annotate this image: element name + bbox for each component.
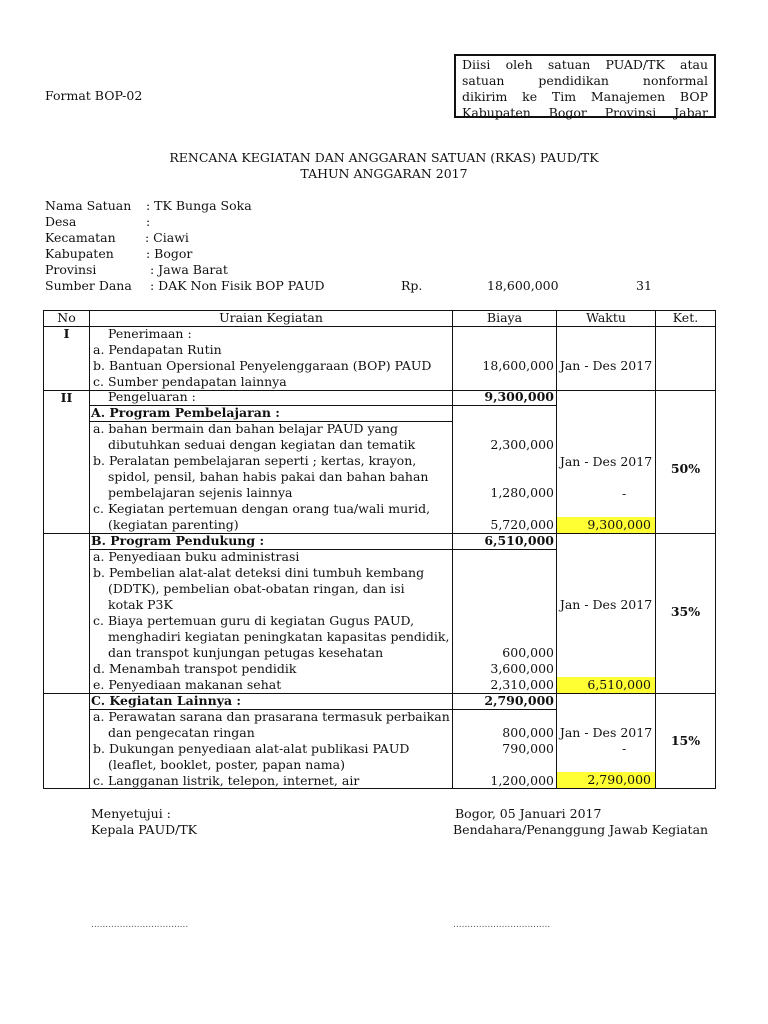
- rp-label: Rp.: [401, 278, 423, 293]
- list-item: menghadiri kegiatan peningkatan kapasitas pendidik,: [108, 629, 450, 644]
- list-item: a. bahan bermain dan bahan belajar PAUD yang: [93, 421, 399, 436]
- col-header-no: No: [57, 310, 76, 325]
- biaya-value: 1,200,000: [490, 773, 554, 788]
- list-item: c. Kegiatan pertemuan dengan orang tua/wali murid,: [93, 501, 431, 516]
- notice-line: dikirim ke Tim Manajemen BOP: [462, 89, 708, 104]
- doc-title: RENCANA KEGIATAN DAN ANGGARAN SATUAN (RKAS) PAUD/TK: [169, 150, 599, 165]
- notice-line: Kabupaten Bogor Provinsi Jabar: [462, 105, 708, 120]
- section-title-b: B. Program Pendukung :: [91, 533, 265, 548]
- list-item: b. Bantuan Opersional Penyelenggaraan (BOP) PAUD: [93, 358, 432, 373]
- list-item: spidol, pensil, bahan habis pakai dan bahan bahan: [108, 469, 429, 484]
- table-col-divider: [655, 310, 656, 788]
- nama-value: : TK Bunga Soka: [146, 198, 252, 213]
- list-item: Pengeluaran :: [108, 389, 196, 404]
- notice-box: [454, 54, 716, 118]
- kecamatan-value: : Ciawi: [145, 230, 189, 245]
- desa-label: Desa: [45, 214, 77, 229]
- table-col-divider: [556, 310, 557, 788]
- ket-percent: 50%: [670, 461, 701, 476]
- sumber-label: Sumber Dana: [45, 278, 132, 293]
- notice-line: Diisi oleh satuan PUAD/TK atau: [462, 57, 708, 72]
- biaya-value: 1,280,000: [490, 485, 554, 500]
- list-item: c. Langganan listrik, telepon, internet, air: [93, 773, 360, 788]
- nama-label: Nama Satuan: [45, 198, 132, 213]
- list-item: b. Peralatan pembelajaran seperti ; kertas, krayon,: [93, 453, 417, 468]
- list-item: kotak P3K: [108, 597, 173, 612]
- sum-value: 9,300,000: [587, 517, 651, 532]
- biaya-total: 9,300,000: [484, 389, 554, 404]
- col-header-waktu: Waktu: [586, 310, 626, 325]
- waktu-value: Jan - Des 2017: [559, 358, 653, 373]
- list-item: dan pengecatan ringan: [108, 725, 255, 740]
- section-title-c: C. Kegiatan Lainnya :: [91, 693, 242, 708]
- list-item: pembelajaran sejenis lainnya: [108, 485, 293, 500]
- footer-date: Bogor, 05 Januari 2017: [455, 806, 602, 821]
- desa-value: :: [146, 214, 151, 229]
- ket-percent: 15%: [670, 733, 701, 748]
- waktu-value: Jan - Des 2017: [559, 725, 653, 740]
- list-item: a. Pendapatan Rutin: [93, 342, 222, 357]
- provinsi-label: Provinsi: [45, 262, 97, 277]
- footer-approve-label: Menyetujui :: [91, 806, 171, 821]
- waktu-dash: -: [622, 486, 627, 501]
- list-item: a. Penyediaan buku administrasi: [93, 549, 300, 564]
- biaya-value: 2,310,000: [490, 677, 554, 692]
- sum-value: 6,510,000: [587, 677, 651, 692]
- kecamatan-label: Kecamatan: [45, 230, 116, 245]
- sumber-value: : DAK Non Fisik BOP PAUD: [150, 278, 325, 293]
- table-border-left: [43, 310, 44, 788]
- list-item: (kegiatan parenting): [108, 517, 239, 532]
- ket-percent: 35%: [670, 604, 701, 619]
- col-header-uraian: Uraian Kegiatan: [219, 310, 323, 325]
- waktu-value: Jan - Des 2017: [559, 454, 653, 469]
- list-item: dibutuhkan seduai dengan kegiatan dan tematik: [108, 437, 416, 452]
- doc-subtitle: TAHUN ANGGARAN 2017: [300, 166, 468, 181]
- biaya-value: 5,720,000: [490, 517, 554, 532]
- biaya-value: 600,000: [502, 645, 554, 660]
- biaya-value: 18,600,000: [482, 358, 554, 373]
- list-item: b. Pembelian alat-alat deteksi dini tumbuh kembang: [93, 565, 425, 580]
- biaya-total: 6,510,000: [484, 533, 554, 548]
- format-label: Format BOP-02: [45, 88, 143, 103]
- provinsi-value: : Jawa Barat: [150, 262, 228, 277]
- list-item: a. Perawatan sarana dan prasarana termasuk perbaikan: [93, 709, 450, 724]
- row-no: I: [63, 326, 70, 341]
- list-item: (leaflet, booklet, poster, papan nama): [108, 757, 345, 772]
- biaya-value: 3,600,000: [490, 661, 554, 676]
- extra-number: 31: [636, 278, 652, 293]
- signature-line-left: ..................................: [91, 920, 189, 930]
- col-header-ket: Ket.: [672, 310, 699, 325]
- list-item: (DDTK), pembelian obat-obatan ringan, dan isi: [108, 581, 405, 596]
- signature-line-right: ..................................: [453, 920, 551, 930]
- table-border-right: [715, 310, 716, 788]
- list-item: b. Dukungan penyediaan alat-alat publikasi PAUD: [93, 741, 410, 756]
- kabupaten-label: Kabupaten: [45, 246, 114, 261]
- list-item: c. Biaya pertemuan guru di kegiatan Gugus PAUD,: [93, 613, 415, 628]
- list-item: dan transpot kunjungan petugas kesehatan: [108, 645, 384, 660]
- sum-value: 2,790,000: [587, 772, 651, 787]
- kabupaten-value: : Bogor: [146, 246, 193, 261]
- list-item: e. Penyediaan makanan sehat: [93, 677, 282, 692]
- biaya-value: 800,000: [502, 725, 554, 740]
- notice-line: satuan pendidikan nonformal: [462, 73, 708, 88]
- row-no: II: [60, 390, 73, 405]
- biaya-total: 2,790,000: [484, 693, 554, 708]
- list-item: d. Menambah transpot pendidik: [93, 661, 297, 676]
- waktu-value: Jan - Des 2017: [559, 597, 653, 612]
- section-title-a: A. Program Pembelajaran :: [91, 405, 280, 420]
- col-header-biaya: Biaya: [486, 310, 523, 325]
- biaya-value: 790,000: [502, 741, 554, 756]
- footer-treasurer-label: Bendahara/Penanggung Jawab Kegiatan: [453, 822, 709, 837]
- rp-value: 18,600,000: [487, 278, 559, 293]
- waktu-dash: -: [622, 741, 627, 756]
- footer-head-label: Kepala PAUD/TK: [91, 822, 198, 837]
- list-item: c. Sumber pendapatan lainnya: [93, 374, 287, 389]
- list-item: Penerimaan :: [108, 326, 192, 341]
- biaya-value: 2,300,000: [490, 437, 554, 452]
